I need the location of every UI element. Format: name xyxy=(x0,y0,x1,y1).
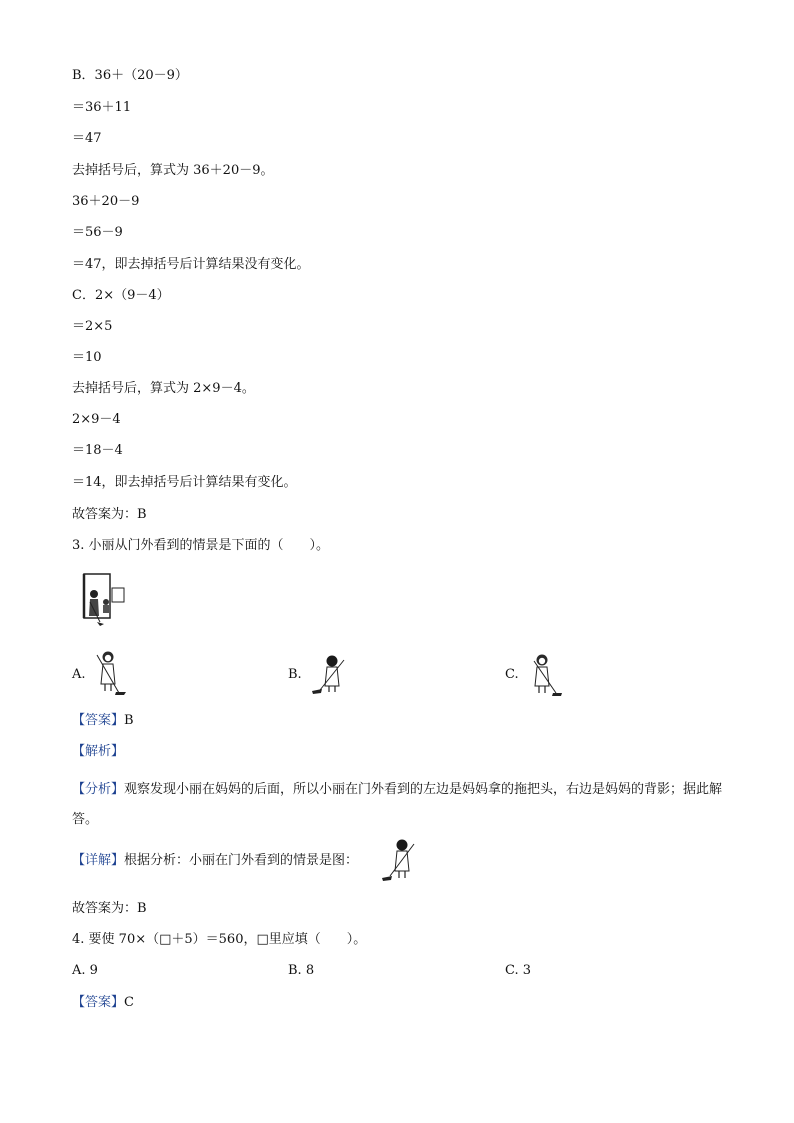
solution-line: ＝2×5 xyxy=(72,319,113,334)
q4-option-b: B. 8 xyxy=(288,963,315,978)
option-a-figure xyxy=(94,650,130,696)
analysis-tag: 【解析】 xyxy=(72,744,125,759)
solution-line: ＝47 xyxy=(72,131,102,146)
q4-option-c: C. 3 xyxy=(505,963,532,978)
answer-row-q4 xyxy=(72,994,134,1012)
solution-line: 36＋20－9 xyxy=(72,194,140,209)
q4-option-a: A. 9 xyxy=(72,963,98,978)
answer-row-q3 xyxy=(72,712,134,730)
solution-line: B．36＋（20－9） xyxy=(72,68,188,83)
solution-line: ＝18－4 xyxy=(72,443,123,458)
answer-value: B xyxy=(124,713,134,728)
answer-tag: 【答案】 xyxy=(72,713,125,728)
solution-line: C．2×（9－4） xyxy=(72,288,170,303)
door-scene-figure xyxy=(80,572,130,628)
detail-answer-figure xyxy=(380,838,420,884)
solution-line: ＝10 xyxy=(72,350,102,365)
solution-line: ＝47，即去掉括号后计算结果没有变化。 xyxy=(72,257,310,272)
option-c-label: C. xyxy=(505,667,519,682)
option-c-figure xyxy=(526,653,566,697)
option-a-label: A. xyxy=(72,667,86,682)
answer-value: C xyxy=(124,995,134,1010)
detail-text: 根据分析：小丽在门外看到的情景是图： xyxy=(124,853,359,868)
answer-line: 故答案为：B xyxy=(72,507,147,522)
option-b-label: B. xyxy=(288,667,302,682)
analysis-text: 观察发现小丽在妈妈的后面，所以小丽在门外看到的左边是妈妈拿的拖把头，右边是妈妈的背影；据此解答。 xyxy=(72,782,723,827)
analysis-paragraph-q3 xyxy=(72,775,736,835)
final-answer-q3: 故答案为：B xyxy=(72,901,147,916)
solution-line: ＝36＋11 xyxy=(72,100,132,115)
question-4: 4. 要使 70×（□＋5）＝560，□里应填（ ）。 xyxy=(72,932,367,947)
analysis-head-tag: 【分析】 xyxy=(72,782,125,797)
detail-row-q3 xyxy=(72,852,358,870)
solution-line: 去掉括号后，算式为 2×9－4。 xyxy=(72,381,255,396)
solution-line: 2×9－4 xyxy=(72,412,121,427)
detail-tag: 【详解】 xyxy=(72,853,125,868)
question-3: 3. 小丽从门外看到的情景是下面的（ ）。 xyxy=(72,538,330,553)
answer-tag: 【答案】 xyxy=(72,995,125,1010)
analysis-row-q3 xyxy=(72,743,124,761)
solution-line: ＝56－9 xyxy=(72,225,123,240)
option-b-figure xyxy=(310,654,350,696)
solution-line: 去掉括号后，算式为 36＋20－9。 xyxy=(72,163,274,178)
solution-line: ＝14，即去掉括号后计算结果有变化。 xyxy=(72,475,297,490)
